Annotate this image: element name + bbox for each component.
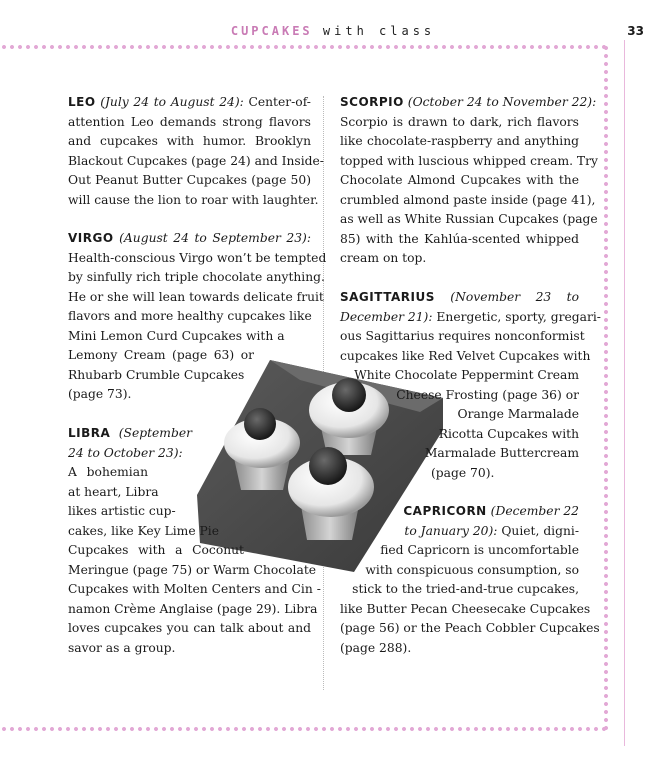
text-line: and cupcakes with humor. Brooklyn — [68, 134, 311, 148]
text-line: A bohemian — [68, 465, 148, 479]
text-line: loves cupcakes you can talk about and — [68, 621, 311, 635]
text-line: like chocolate-raspberry and anything — [340, 134, 579, 148]
text-line: (page 56) or the Peach Cobbler Cupcakes — [340, 621, 600, 635]
text-line: Cupcakes with Molten Centers and Cin - — [68, 582, 321, 596]
text-line: He or she will lean towards delicate fruit — [68, 289, 324, 304]
text-line: likes artistic cup- — [68, 504, 176, 518]
text-line: by sinfully rich triple chocolate anything. — [68, 270, 325, 284]
text-line: savor as a group. — [68, 640, 176, 655]
sign-scorpio: SCORPIO — [340, 95, 404, 109]
text-line: Meringue (page 75) or Warm Chocolate — [68, 562, 317, 577]
text-line: Center-of- — [248, 95, 311, 109]
section-libra — [68, 424, 321, 658]
text-line: at heart, Libra — [68, 484, 159, 499]
text-line: cupcakes like Red Velvet Cupcakes with — [340, 348, 591, 363]
sign-capricorn: CAPRICORN — [403, 504, 487, 518]
text-line: Chocolate Almond Cupcakes with the — [340, 173, 579, 187]
text-line: Cupcakes with a Coconut — [68, 543, 244, 557]
sign-sagittarius: SAGITTARIUS — [340, 290, 435, 304]
text-line: Cheese Frosting (page 36) or — [396, 387, 579, 402]
header-title-cupcakes: CUPCAKES — [230, 24, 313, 38]
section-capricorn — [340, 502, 600, 658]
text-line: stick to the tried-and-true cupcakes, — [352, 582, 579, 596]
text-line: as well as White Russian Cupcakes (page — [340, 212, 598, 226]
text-line: Rhubarb Crumble Cupcakes — [68, 367, 245, 382]
text-line: Orange Marmalade — [457, 407, 579, 421]
text-line: attention Leo demands strong flavors — [68, 114, 311, 129]
text-line: Lemony Cream (page 63) or — [68, 348, 254, 362]
dates-libra-2: 24 to October 23): — [68, 445, 183, 460]
text-line: Quiet, digni- — [501, 523, 579, 538]
text-line: ous Sagittarius requires nonconformist — [340, 329, 585, 343]
text-line: Scorpio is drawn to dark, rich flavors — [340, 114, 579, 129]
sign-leo: LEO — [68, 95, 96, 109]
text-line: Energetic, sporty, gregari- — [436, 309, 601, 324]
dates-sagittarius-1: (November 23 to — [450, 290, 579, 304]
text-line: like Butter Pecan Cheesecake Cupcakes — [340, 601, 591, 616]
section-sagittarius — [340, 288, 601, 483]
text-line: (page 288). — [340, 640, 412, 655]
text-line: Mini Lemon Curd Cupcakes with a — [68, 328, 285, 343]
text-line: cakes, like Key Lime Pie — [68, 523, 219, 538]
text-line: flavors and more healthy cupcakes like — [68, 309, 312, 323]
text-line: topped with luscious whipped cream. Try — [340, 153, 598, 168]
section-scorpio — [340, 93, 598, 269]
text-line: Blackout Cupcakes (page 24) and Inside- — [68, 153, 324, 168]
header-title-with-class: with class — [322, 24, 436, 38]
sign-libra: LIBRA — [68, 426, 111, 440]
text-line: Health-conscious Virgo won’t be tempted — [68, 250, 327, 265]
page-number: 33 — [627, 24, 644, 38]
section-virgo — [68, 229, 327, 405]
text-line: fied Capricorn is uncomfortable — [380, 543, 579, 557]
text-line: namon Crème Anglaise (page 29). Libra — [68, 601, 318, 616]
dates-virgo: (August 24 to September 23): — [119, 231, 311, 245]
text-line: will cause the lion to roar with laughter. — [68, 192, 319, 207]
text-line: Ricotta Cupcakes with — [438, 426, 579, 441]
text-line: crumbled almond paste inside (page 41), — [340, 192, 596, 207]
sign-virgo: VIRGO — [68, 231, 114, 245]
text-line: cream on top. — [340, 251, 427, 265]
text-line: (page 73). — [68, 387, 132, 401]
text-line: White Chocolate Peppermint Cream — [354, 368, 579, 382]
text-line: 85) with the Kahlúa-scented whipped — [340, 231, 579, 246]
dates-leo: (July 24 to August 24): — [100, 95, 244, 109]
text-line: (page 70). — [431, 465, 495, 480]
dates-sagittarius-2: December 21): — [340, 309, 433, 324]
text-line: with conspicuous consumption, so — [365, 562, 579, 577]
dates-libra-1: (September — [118, 426, 192, 440]
text-line: Marmalade Buttercream — [424, 446, 579, 460]
text-line: Out Peanut Butter Cupcakes (page 50) — [68, 173, 311, 187]
dates-scorpio: (October 24 to November 22): — [407, 95, 597, 109]
dates-capricorn-1: (December 22 — [490, 504, 579, 518]
section-leo — [68, 93, 324, 210]
dates-capricorn-2: to January 20): — [404, 523, 498, 538]
